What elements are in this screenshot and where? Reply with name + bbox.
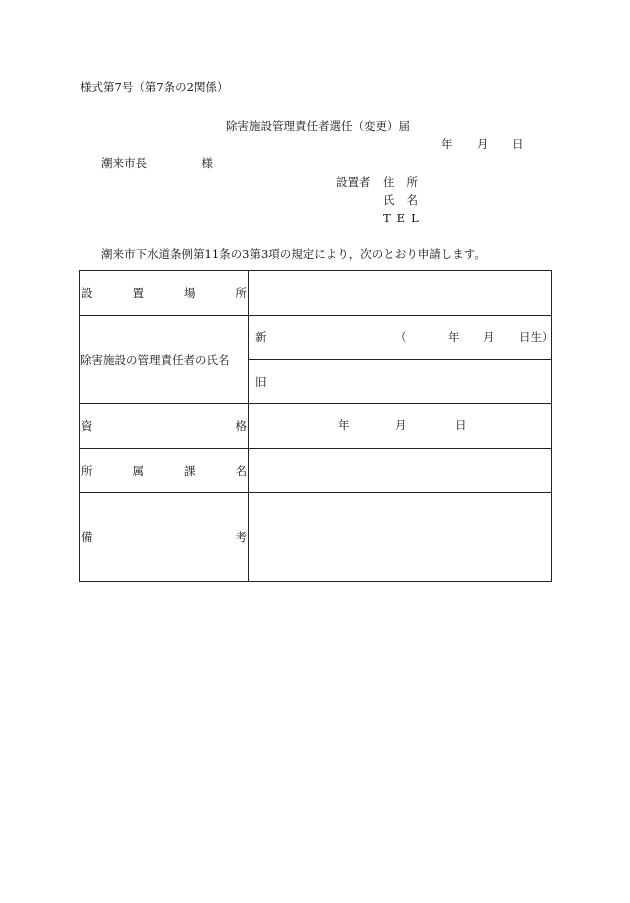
addr-char-2: 所 <box>406 175 418 189</box>
location-char-4: 所 <box>235 286 247 300</box>
remarks-char-1: 備 <box>81 530 93 544</box>
new-open-paren: （ <box>395 329 407 344</box>
qualification-char-1: 資 <box>81 419 93 433</box>
manager-new-cell[interactable] <box>249 316 552 360</box>
location-char-1: 設 <box>81 286 93 300</box>
manager-name-label <box>80 316 249 404</box>
date-year: 年 <box>441 137 453 151</box>
date-month: 月 <box>477 137 489 151</box>
new-birth-year: 年 <box>448 329 460 344</box>
document-title-text: 除害施設管理責任者選任（変更）届 <box>226 119 410 133</box>
applicant-address-label <box>383 177 418 189</box>
new-birth-month: 月 <box>483 329 495 344</box>
qualification-value[interactable] <box>249 404 552 449</box>
addr-char-1: 住 <box>383 175 395 189</box>
qualification-label <box>80 404 249 449</box>
department-char-4: 名 <box>235 463 247 478</box>
location-char-3: 場 <box>184 286 196 300</box>
form-reference: 様式第7号（第7条の2関係） <box>80 80 229 94</box>
tel-char-3: L <box>411 211 419 225</box>
tel-char-2: E <box>396 211 406 225</box>
date-day: 日 <box>512 137 524 151</box>
applicant-label: 設置者 <box>336 175 371 189</box>
location-char-2: 置 <box>132 286 144 300</box>
application-table <box>79 270 552 582</box>
old-label: 旧 <box>255 374 267 389</box>
location-value[interactable] <box>249 271 552 316</box>
department-char-3: 課 <box>184 463 196 478</box>
qual-date-month: 月 <box>395 418 407 432</box>
manager-old-cell[interactable] <box>249 360 552 404</box>
applicant-tel-label <box>383 213 419 225</box>
new-birth-day: 日生） <box>519 329 554 344</box>
manager-name-label-text: 除害施設の管理責任者の氏名 <box>80 352 230 367</box>
new-label: 新 <box>255 329 267 344</box>
applicant-name-label <box>383 195 418 207</box>
remarks-value[interactable] <box>249 493 552 582</box>
qualification-char-2: 格 <box>235 419 247 433</box>
addressee-name: 潮来市長 <box>101 156 147 170</box>
name-char-1: 氏 <box>383 193 395 207</box>
qual-date-day: 日 <box>455 418 467 432</box>
qual-date-year: 年 <box>338 418 350 432</box>
statement-text: 潮来市下水道条例第11条の3第3項の規定により，次のとおり申請します。 <box>101 247 486 261</box>
remarks-label <box>80 493 249 582</box>
name-char-2: 名 <box>406 193 418 207</box>
department-char-1: 所 <box>81 463 93 478</box>
addressee <box>101 158 213 170</box>
remarks-char-2: 考 <box>235 530 247 544</box>
document-title <box>0 121 630 133</box>
department-label <box>80 449 249 493</box>
addressee-honorific: 様 <box>201 156 213 170</box>
department-value[interactable] <box>249 449 552 493</box>
location-label <box>80 271 249 316</box>
tel-char-1: T <box>383 211 391 225</box>
department-char-2: 属 <box>132 463 144 478</box>
